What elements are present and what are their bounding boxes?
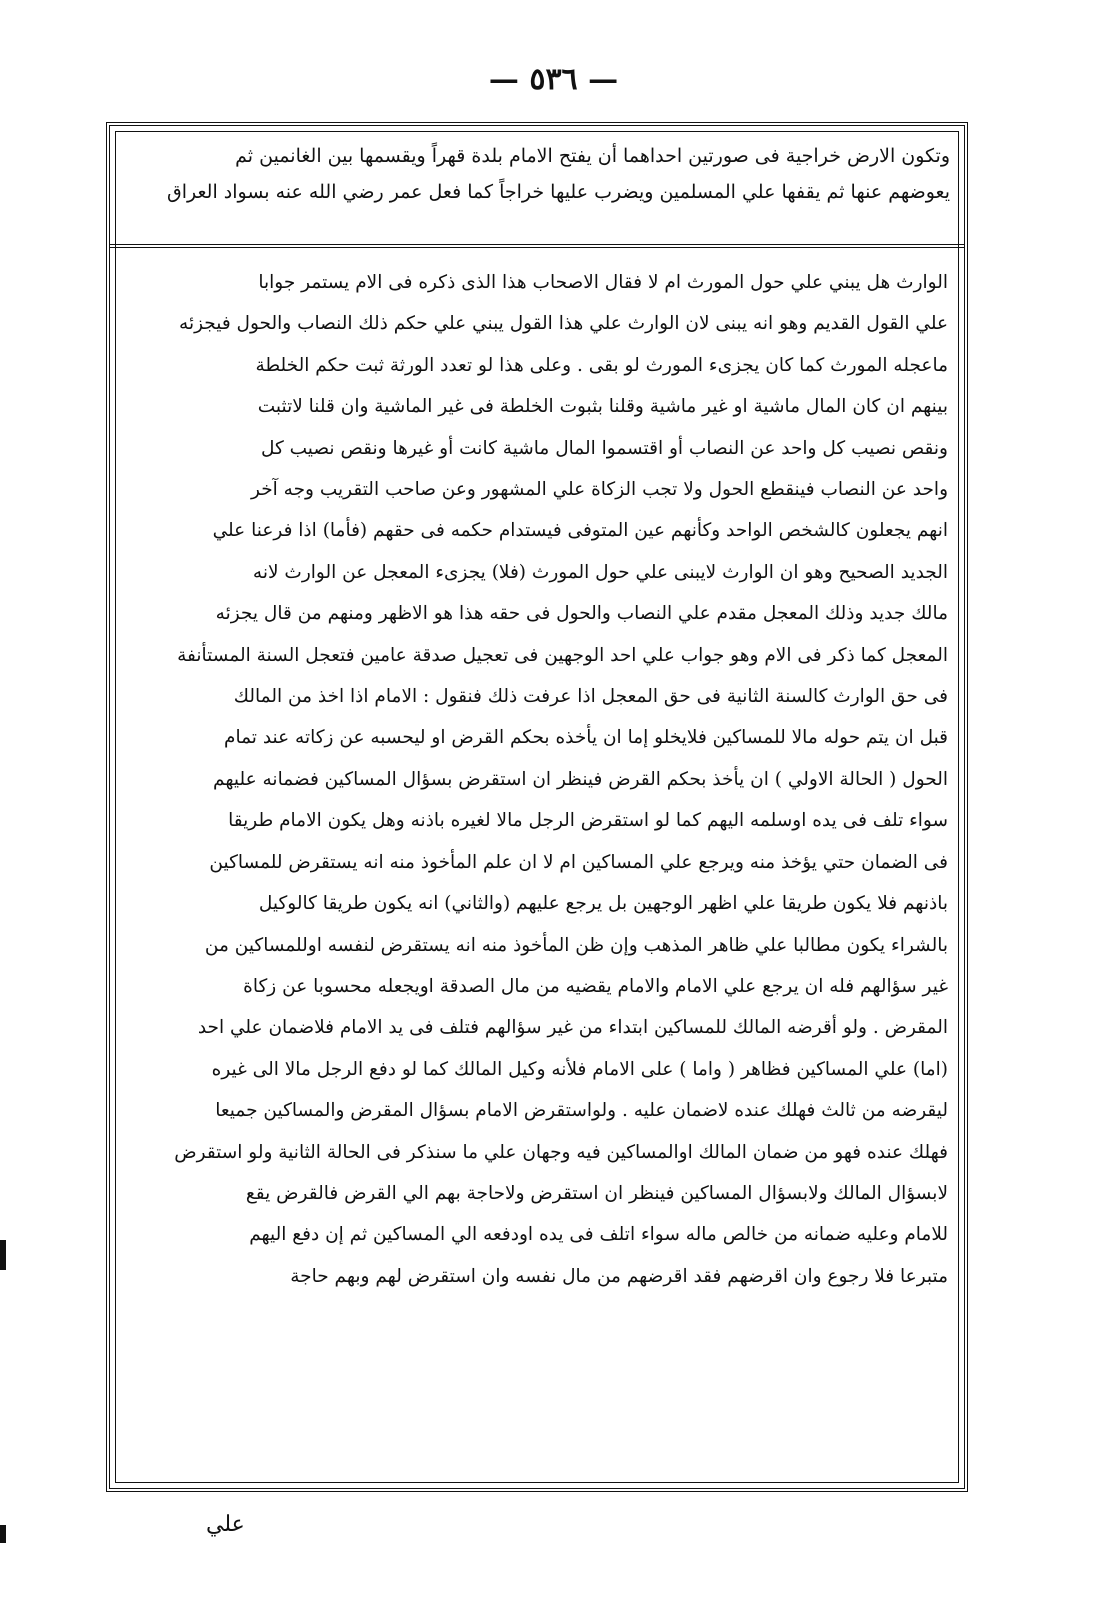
body-line: المعجل كما ذكر فى الام وهو جواب علي احد الوجهين فى تعجيل صدقة عامين فتعجل السنة المستأنفة <box>177 644 948 666</box>
top-line: يعوضهم عنها ثم يقفها علي المسلمين ويضرب عليها خراجاً كما فعل عمر رضي الله عنه بسواد العراق <box>167 181 950 203</box>
body-line: غير سؤالهم فله ان يرجع علي الامام والامام يقضيه من مال الصدقة اويجعله محسوبا عن زكاة <box>243 975 948 997</box>
text-frame <box>106 122 968 1492</box>
body-line: فى حق الوارث كالسنة الثانية فى حق المعجل اذا عرفت ذلك فنقول : الامام اذا اخذ من المالك <box>233 686 948 708</box>
main-passage <box>110 248 964 1305</box>
body-line: ونقص نصيب كل واحد عن النصاب أو اقتسموا المال ماشية كانت أو غيرها ونقص نصيب كل <box>260 437 948 459</box>
top-line: وتكون الارض خراجية فى صورتين احداهما أن يفتح الامام بلدة قهراً ويقسمها بين الغانمين ثم <box>235 145 950 167</box>
body-line: فى الضمان حتي يؤخذ منه ويرجع علي المساكين ام لا ان علم المأخوذ منه انه يستقرض للمساكين <box>209 851 948 873</box>
body-line: (اما) علي المساكين فظاهر ( واما ) على الامام فلأنه وكيل المالك كما لو دفع الرجل مالا الى غيره <box>211 1058 948 1080</box>
body-line: الحول ( الحالة الاولي ) ان يأخذ بحكم القرض فينظر ان استقرض بسؤال المساكين فضمانه عليهم <box>213 768 948 790</box>
body-line: قبل ان يتم حوله مالا للمساكين فلايخلو إما ان يأخذه بحكم القرض او ليحسبه عن زكاته عند تمام <box>224 727 948 749</box>
body-line: مالك جديد وذلك المعجل مقدم علي النصاب والحول فى حقه هذا هو الاظهر ومنهم من قال يجزئه <box>215 603 948 625</box>
scan-edge-mark <box>0 1240 6 1270</box>
body-line: واحد عن النصاب فينقطع الحول ولا تجب الزكاة علي المشهور وعن صاحب التقريب وجه آخر <box>251 479 948 501</box>
body-line: المقرض . ولو أقرضه المالك للمساكين ابتداء من غير سؤالهم فتلف فى يد الامام فلاضمان علي احد <box>197 1017 948 1039</box>
body-line: علي القول القديم وهو انه يبنى لان الوارث علي هذا القول يبني علي حكم ذلك النصاب والحول فيجزئه <box>179 313 948 335</box>
body-line: ليقرضه من ثالث فهلك عنده لاضمان عليه . ولواستقرض الامام بسؤال المقرض والمساكين جميعا <box>215 1100 948 1122</box>
scan-edge-mark <box>0 1525 6 1543</box>
body-line: باذنهم فلا يكون طريقا علي اظهر الوجهين بل يرجع عليهم (والثاني) انه يكون طريقا كالوكيل <box>258 893 948 915</box>
body-line: بينهم ان كان المال ماشية او غير ماشية وقلنا بثبوت الخلطة فى غير الماشية وان قلنا لاتثبت <box>257 396 948 418</box>
body-line: الوارث هل يبني علي حول المورث ام لا فقال الاصحاب هذا الذى ذكره فى الام يستمر جوابا <box>258 272 948 293</box>
body-line: سواء تلف فى يده اوسلمه اليهم كما لو استقرض الرجل مالا لغيره باذنه وهل يكون الامام طريقا <box>228 810 948 832</box>
top-passage <box>110 126 964 248</box>
body-line: بالشراء يكون مطالبا علي ظاهر المذهب وإن ظن المأخوذ منه انه يستقرض لنفسه اوللمساكين من <box>204 934 948 956</box>
body-line: لابسؤال المالك ولابسؤال المساكين فينظر ان استقرض ولاحاجة بهم الي القرض فالقرض يقع <box>245 1182 948 1204</box>
body-line: للامام وعليه ضمانه من خالص ماله سواء اتلف فى يده اودفعه الي المساكين ثم إن دفع اليهم <box>249 1224 948 1246</box>
body-line: ماعجله المورث كما كان يجزىء المورث لو بقى . وعلى هذا لو تعدد الورثة ثبت حكم الخلطة <box>255 354 948 376</box>
body-line: انهم يجعلون كالشخص الواحد وكأنهم عين المتوفى فيستدام حكمه فى حقهم (فأما) اذا فرعنا علي <box>212 520 948 542</box>
body-line: فهلك عنده فهو من ضمان المالك اوالمساكين فيه وجهان علي ما سنذكر فى الحالة الثانية ولو استقرض <box>174 1141 948 1163</box>
body-line: متبرعا فلا رجوع وان اقرضهم فقد اقرضهم من مال نفسه وان استقرض لهم وبهم حاجة <box>290 1265 948 1287</box>
catchword: علي <box>206 1512 245 1537</box>
body-line: الجديد الصحيح وهو ان الوارث لايبنى علي حول المورث (فلا) يجزىء المعجل عن الوارث لانه <box>252 561 948 583</box>
page-number: — ٥٣٦ — <box>488 62 619 97</box>
